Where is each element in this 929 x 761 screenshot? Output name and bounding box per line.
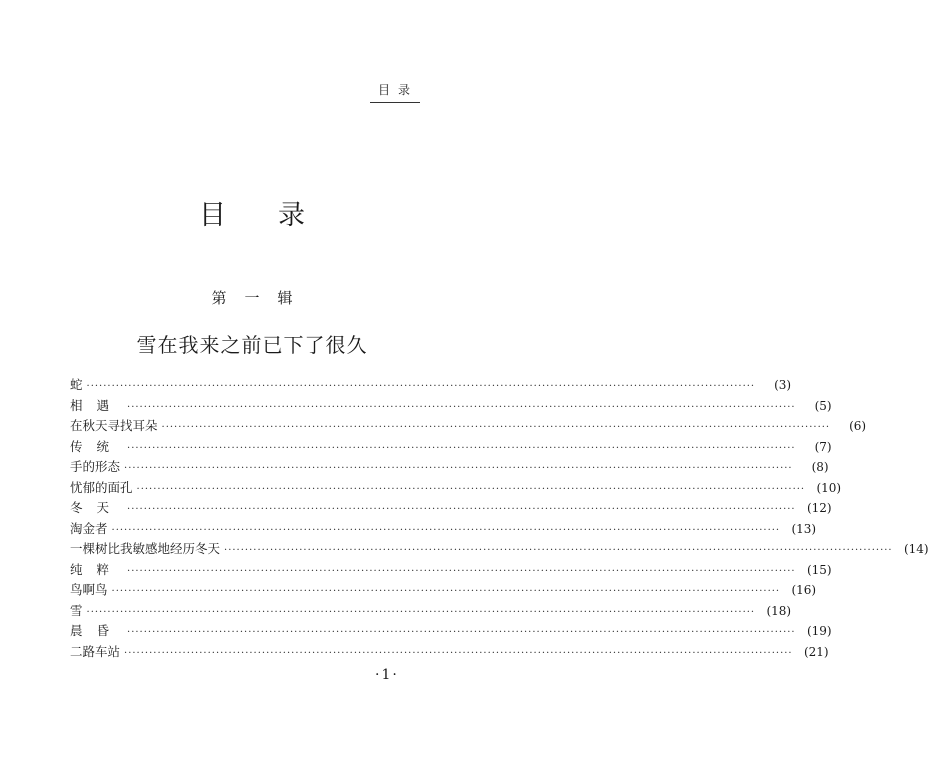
toc-entry-page: (10) — [816, 480, 842, 495]
toc-leader-dots: ································································································································································ — [111, 524, 781, 536]
toc-entry-label: 相遇 — [70, 397, 124, 413]
toc-leader-dots: ································································································································································ — [127, 401, 796, 413]
running-header: 目录 — [377, 83, 418, 97]
toc-entry-page: (3) — [774, 378, 792, 392]
header-rule — [370, 102, 420, 103]
page-number: ·1· — [375, 667, 399, 683]
toc-entry-page: (18) — [766, 603, 792, 618]
toc-entry[interactable] — [70, 621, 832, 642]
toc-entry[interactable] — [70, 498, 832, 519]
toc-entry-page: (8) — [811, 460, 829, 474]
toc-entry-page: (12) — [806, 501, 832, 515]
toc-entry-label: 雪 — [70, 602, 83, 618]
toc-entry-label: 纯粹 — [70, 561, 124, 577]
toc-entry-label: 传统 — [70, 438, 124, 454]
toc-entry-label: 一棵树比我敏感地经历冬天 — [70, 541, 221, 556]
toc-entry[interactable] — [70, 375, 792, 396]
toc-entry-page: (21) — [803, 644, 829, 659]
toc-entry-page: (13) — [791, 521, 817, 536]
toc-leader-dots: ································································································································································ — [127, 442, 796, 454]
toc-leader-dots: ································································································································································ — [111, 586, 781, 597]
toc-entry-page: (7) — [814, 439, 832, 454]
toc-entry-label: 忧郁的面孔 — [70, 479, 133, 495]
toc-leader-dots: ································································································································································ — [127, 627, 796, 638]
toc-entry[interactable] — [70, 519, 817, 540]
toc-entry-label: 手的形态 — [70, 459, 121, 474]
toc-entry-label: 在秋天寻找耳朵 — [70, 418, 158, 433]
toc-leader-dots: ································································································································································ — [127, 504, 796, 515]
section-label: 第一辑 — [211, 289, 311, 307]
toc-entry-page: (5) — [814, 398, 832, 413]
section-subtitle: 雪在我来之前已下了很久 — [136, 333, 368, 357]
toc-entry-label: 冬天 — [70, 500, 124, 515]
toc-leader-dots: ································································································································································ — [86, 381, 756, 392]
page-title: 目录 — [199, 200, 357, 231]
toc-leader-dots: ································································································································································ — [124, 647, 793, 659]
toc-entry[interactable] — [70, 437, 832, 458]
toc-entry-page: (15) — [806, 562, 832, 577]
toc-entry[interactable] — [70, 560, 832, 581]
toc-leader-dots: ································································································································································ — [127, 565, 796, 577]
toc-entry-page: (16) — [791, 583, 817, 597]
toc-entry[interactable] — [70, 416, 867, 437]
toc-entry[interactable] — [70, 396, 832, 417]
toc-leader-dots: ································································································································································ — [161, 422, 831, 433]
toc-leader-dots: ································································································································································ — [224, 545, 893, 556]
toc-entry[interactable] — [70, 457, 829, 478]
toc-entry-label: 淘金者 — [70, 520, 108, 536]
toc-entry-label: 晨昏 — [70, 623, 124, 638]
toc-entry-label: 鸟啊鸟 — [70, 582, 108, 597]
toc-entry[interactable] — [70, 580, 817, 601]
toc-entry-page: (14) — [903, 542, 929, 556]
toc-leader-dots: ································································································································································ — [136, 483, 806, 495]
toc-entry-label: 二路车站 — [70, 643, 121, 659]
toc-entry[interactable] — [70, 601, 792, 622]
table-of-contents — [70, 375, 929, 662]
toc-leader-dots: ································································································································································ — [124, 463, 793, 474]
toc-entry[interactable] — [70, 642, 829, 663]
toc-leader-dots: ································································································································································ — [86, 606, 756, 618]
toc-entry[interactable] — [70, 478, 842, 499]
toc-entry[interactable] — [70, 539, 929, 560]
toc-entry-page: (6) — [849, 419, 867, 433]
toc-entry-page: (19) — [806, 624, 832, 638]
toc-entry-label: 蛇 — [70, 377, 83, 392]
